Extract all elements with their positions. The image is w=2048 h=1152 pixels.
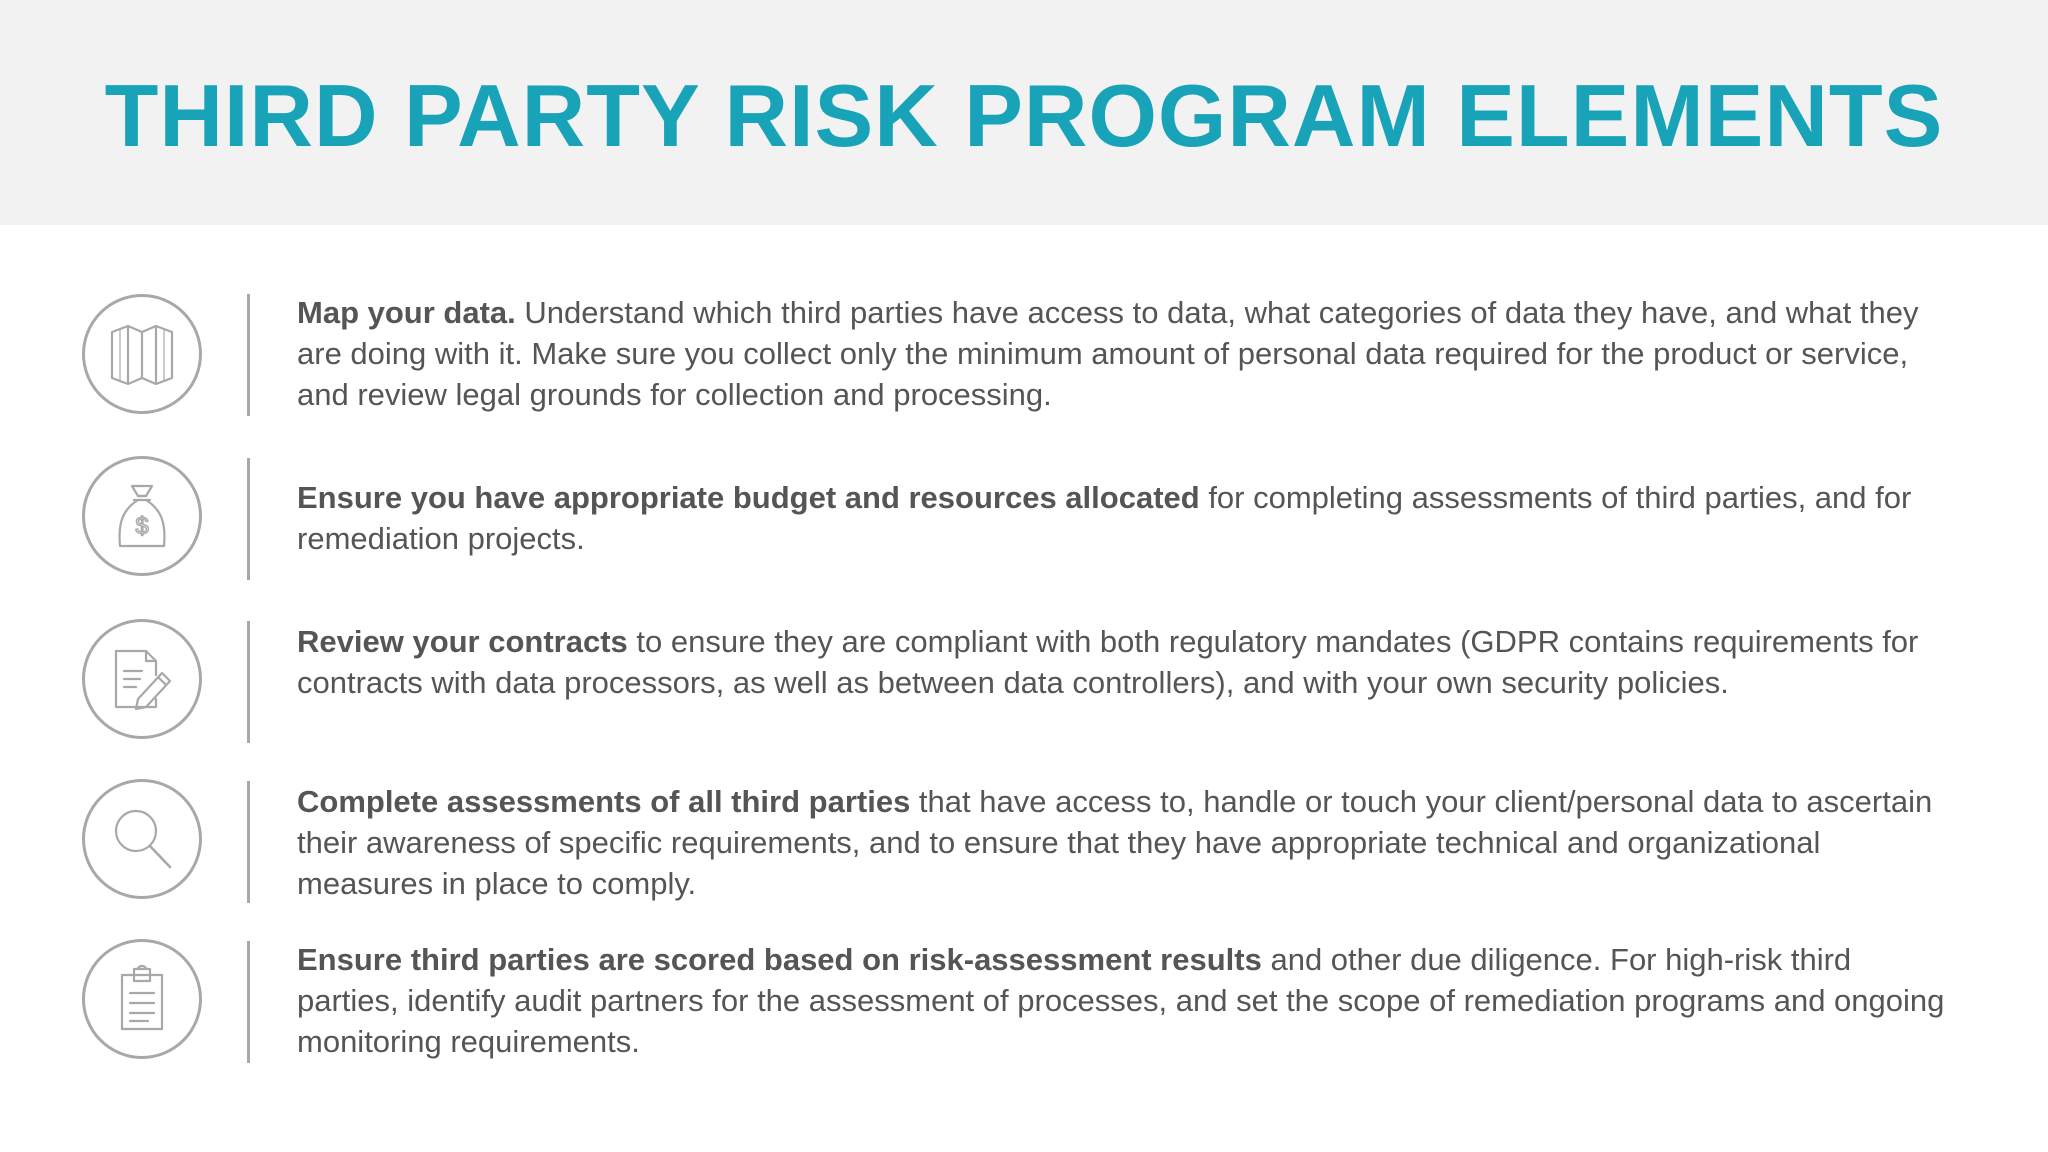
item-body: that have access to, handle or touch your client/personal data to ascertain their awareness of specific requirements, and to ensure that they have appropriate technical and organizational measures in place to comply. (297, 784, 1933, 901)
map-icon (82, 294, 202, 414)
svg-text:$: $ (135, 513, 149, 540)
clipboard-icon (82, 939, 202, 1059)
item-text (297, 781, 1957, 904)
divider (247, 941, 250, 1063)
divider (247, 294, 250, 416)
item-heading: Ensure third parties are scored based on risk-assessment results (297, 942, 1262, 977)
item-body: for completing assessments of third parties, and for remediation projects. (297, 480, 1912, 556)
item-body: and other due diligence. For high-risk third parties, identify audit partners for the assessment of processes, and set the scope of remediation programs and ongoing monitoring requirements. (297, 942, 1945, 1059)
item-text (297, 939, 1957, 1062)
item-body: to ensure they are compliant with both regulatory mandates (GDPR contains requirements for contracts with data processors, as well as between data controllers), and with your own security policies. (297, 624, 1919, 700)
item-text (297, 292, 1957, 415)
item-heading: Map your data. (297, 295, 516, 330)
page-title: THIRD PARTY RISK PROGRAM ELEMENTS (104, 66, 1944, 165)
divider (247, 781, 250, 903)
divider (247, 621, 250, 743)
header-band (0, 0, 2048, 225)
document-edit-icon (82, 619, 202, 739)
item-heading: Ensure you have appropriate budget and resources allocated (297, 480, 1200, 515)
magnifier-icon (82, 779, 202, 899)
item-body: Understand which third parties have access to data, what categories of data they have, and what they are doing with it. Make sure you collect only the minimum amount of personal data required for the product or service, and review legal grounds for collection and processing. (297, 295, 1919, 412)
item-heading: Review your contracts (297, 624, 628, 659)
item-heading: Complete assessments of all third parties (297, 784, 911, 819)
item-text (297, 621, 1957, 703)
money-bag-icon (82, 456, 202, 576)
divider (247, 458, 250, 580)
item-text (297, 477, 1957, 559)
